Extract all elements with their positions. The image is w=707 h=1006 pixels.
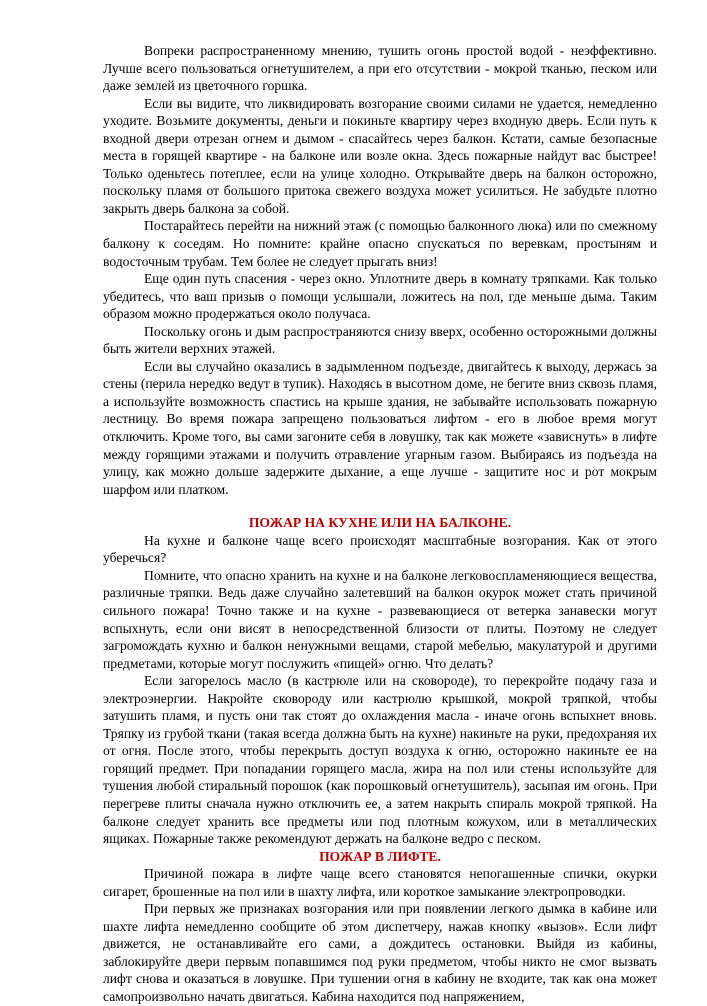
paragraph: Если вы видите, что ликвидировать возгорание своими силами не удается, немедленно уходите. Возьмите документы, деньги и покиньте квартиру через входную дверь. Если путь к входной двери отрезан огнем и дымом - спасайтесь через балкон. Кстати, самые безопасные места в горящей квартире - на балконе или возле окна. Здесь пожарные найдут вас быстрее! Только оденьтесь потеплее, если на улице холодно. Открывайте дверь на балкон осторожно, поскольку пламя от большого притока свежего воздуха может усилиться. Не забудьте плотно закрыть дверь балкона за собой.	[103, 95, 657, 216]
paragraph: Если вы случайно оказались в задымленном подъезде, двигайтесь к выходу, держась за стены (перила нередко ведут в тупик). Находясь в высотном доме, не бегите вниз сквозь пламя, а используйте возможность спастись на крыше здания, не забывайте использовать пожарную лестницу. Во время пожара запрещено пользоваться лифтом - его в любое время могут отключить. Кроме того, вы сами загоните себя в ловушку, так как можете «зависнуть» в лифте между горящими этажами и получить отравление угарным газом. Выбираясь из подъезда на улицу, как можно дольше задержите дыхание, а еще лучше - защитите нос и рот мокрым шарфом или платком.	[103, 358, 657, 497]
paragraph: Поскольку огонь и дым распространяются снизу вверх, особенно осторожными должны быть жители верхних этажей.	[103, 323, 657, 357]
paragraph: На кухне и балконе чаще всего происходят масштабные возгорания. Как от этого уберечься?	[103, 532, 657, 566]
section-heading-elevator: ПОЖАР В ЛИФТЕ.	[319, 848, 441, 864]
section-elevator	[103, 848, 657, 1006]
section-kitchen	[103, 514, 657, 847]
paragraph: Причиной пожара в лифте чаще всего становятся непогашенные спички, окурки сигарет, брошенные на пол или в шахту лифта, или короткое замыкание электропроводки.	[103, 866, 657, 899]
paragraph: Постарайтесь перейти на нижний этаж (с помощью балконного люка) или по смежному балкону к соседям. Но помните: крайне опасно спускаться по веревкам, простыням и водосточным трубам. Тем более не следует прыгать вниз!	[103, 218, 657, 269]
paragraph: Еще один путь спасения - через окно. Уплотните дверь в комнату тряпками. Как только убедитесь, что ваш призыв о помощи услышали, ложитесь на пол, где меньше дыма. Таким образом можно продержаться около получаса.	[103, 271, 657, 322]
document-page	[103, 42, 657, 1006]
paragraph: Вопреки распространенному мнению, тушить огонь простой водой - неэффективно. Лучше всего пользоваться огнетушителем, а при его отсутствии - мокрой тканью, песком или даже землей из цветочного горшка.	[103, 43, 657, 94]
section-general	[103, 42, 657, 498]
paragraph: При первых же признаках возгорания или при появлении легкого дымка в кабине или шахте лифта немедленно сообщите об этом диспетчеру, нажав кнопку «вызов». Если лифт движется, не останавливайте его сами, а дождитесь остановки. Выйдя из кабины, заблокируйте двери первым попавшимся под руки предметом, чтобы никто не смог вызвать лифт снова и оказаться в ловушке. При тушении огня в кабину не входите, так как она может самопроизвольно начать двигаться. Кабина находится под напряжением,	[103, 901, 657, 1004]
paragraph: Помните, что опасно хранить на кухне и на балконе легковоспламеняющиеся вещества, различные тряпки. Ведь даже случайно залетевший на балкон окурок может стать причиной сильного пожара! Точно также и на кухне - развевающиеся от ветерка занавески могут вспыхнуть, если они висят в непосредственной близости от плиты. Поэтому не следует загромождать кухню и балкон ненужными вещами, старой мебелью, макулатурой и другими предметами, которые могут послужить «пищей» огню. Что делать?	[103, 567, 657, 671]
spacer	[103, 498, 657, 514]
paragraph: Если загорелось масло (в кастрюле или на сковороде), то перекройте подачу газа и электроэнергии. Накройте сковороду или кастрюлю крышкой, мокрой тряпкой, чтобы затушить пламя, и пусть они так стоят до охлаждения масла - иначе огонь вспыхнет вновь. Тряпку из грубой ткани (такая всегда должна быть на кухне) накиньте на руки, предохраняя их от огня. После этого, чтобы перекрыть доступ воздуха к огню, осторожно накиньте ее на горящий предмет. При попадании горящего масла, жира на пол или стены используйте для тушения любой стиральный порошок (как порошковый огнетушитель), засыпая им огонь. При перегреве плиты сначала нужно отключить ее, а затем накрыть спираль мокрой тряпкой. На балконе следует хранить все предметы или под плотным кожухом, или в металлических ящиках. Пожарные также рекомендуют держать на балконе ведро с песком.	[103, 673, 657, 847]
section-heading-kitchen: ПОЖАР НА КУХНЕ ИЛИ НА БАЛКОНЕ.	[248, 515, 512, 531]
